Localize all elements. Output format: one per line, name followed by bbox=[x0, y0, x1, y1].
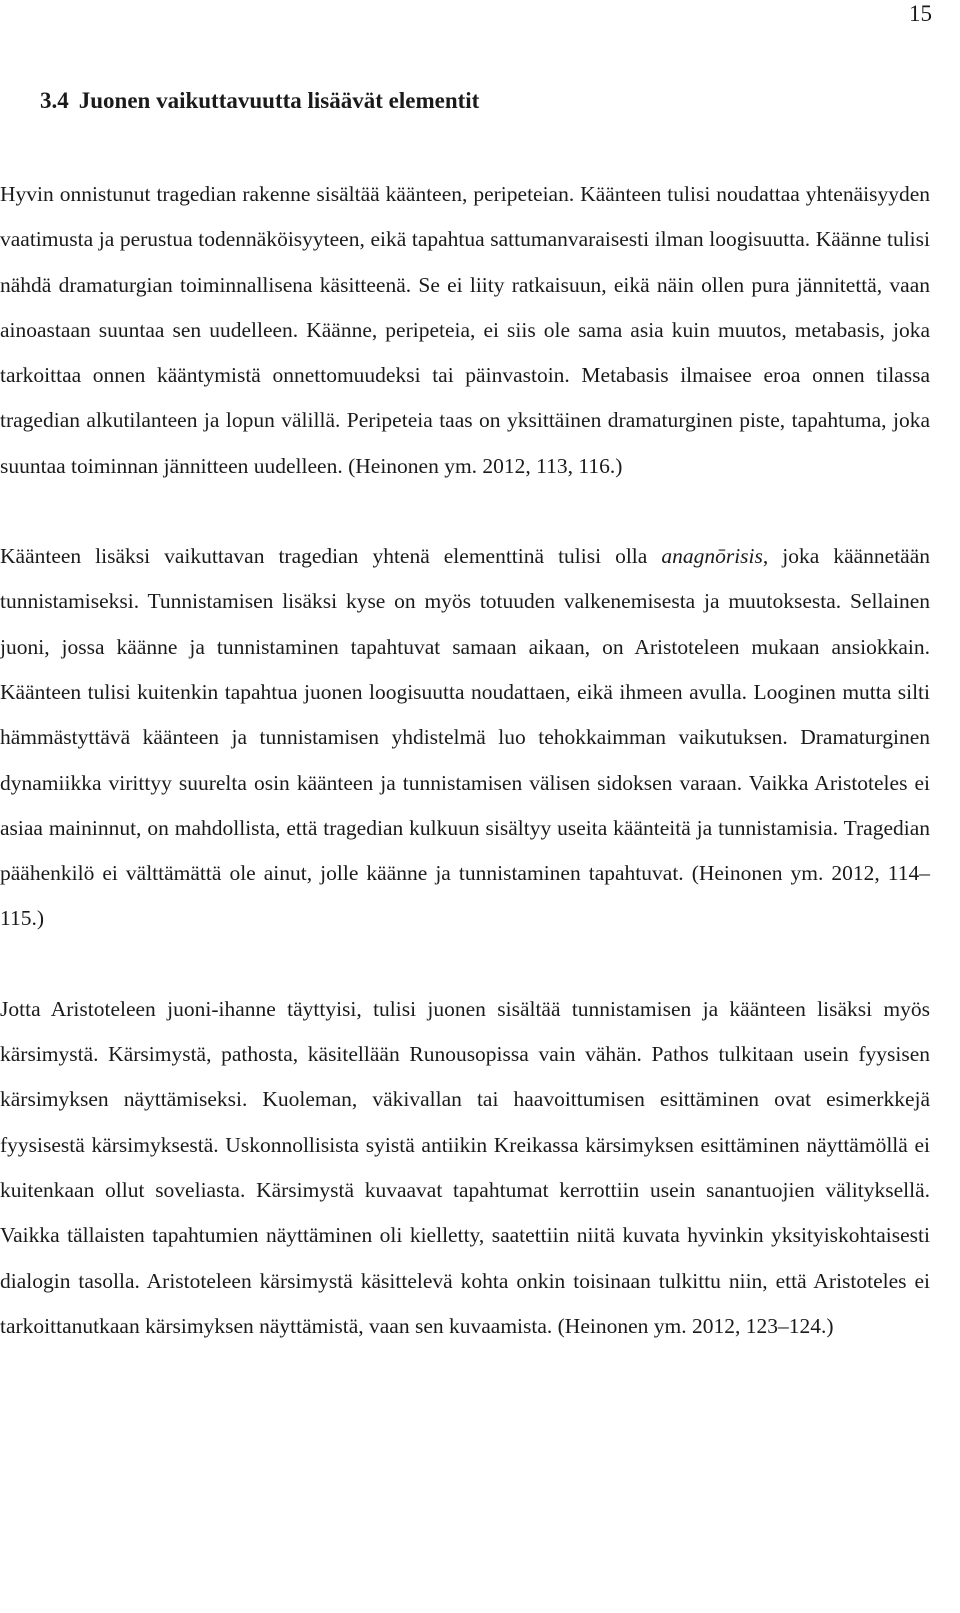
paragraph-text-end: , joka käännetään tunnistamiseksi. Tunnistamisen lisäksi kyse on myös totuuden valkenemisesta ja muutoksesta. Sellainen juoni, jossa käänne ja tunnistaminen tapahtuvat samaan aikaan, on Aristoteleen mukaan ansiokkain. Käänteen tulisi kuitenkin tapahtua juonen loogisuutta noudattaen, eikä ihmeen avulla. Looginen mutta silti hämmästyttävä käänteen ja tunnistamisen yhdistelmä luo tehokkaimman vaikutuksen. Dramaturginen dynamiikka virittyy suurelta osin käänteen ja tunnistamisen välisen sidoksen varaan. Vaikka Aristoteles ei asiaa maininnut, on mahdollista, että tragedian kulkuun sisältyy useita käänteitä ja tunnistamisia. Tragedian päähenkilö ei välttämättä ole ainut, jolle käänne ja tunnistaminen tapahtuvat. (Heinonen ym. 2012, 114–115.) bbox=[0, 544, 931, 931]
paragraph-pathos: Jotta Aristoteleen juoni-ihanne täyttyisi, tulisi juonen sisältää tunnistamisen ja käänteen lisäksi myös kärsimystä. Kärsimystä, pathosta, käsitellään Runousopissa vain vähän. Pathos tulkitaan usein fyysisen kärsimyksen näyttämiseksi. Kuoleman, väkivallan tai haavoittumisen esittäminen ovat esimerkkejä fyysisestä kärsimyksestä. Uskonnollisista syistä antiikin Kreikassa kärsimyksen esittäminen näyttämöllä ei kuitenkaan ollut soveliasta. Kärsimystä kuvaavat tapahtumat kerrottiin usein sanantuojien välityksellä. Vaikka tällaisten tapahtumien näyttäminen oli kielletty, saatettiin niitä kuvata hyvinkin yksityiskohtaisesti dialogin tasolla. Aristoteleen kärsimystä käsittelevä kohta onkin toisinaan tulkittu niin, että Aristoteles ei tarkoittanutkaan kärsimyksen näyttämistä, vaan sen kuvaamista. (Heinonen ym. 2012, 123–124.) bbox=[0, 996, 930, 1338]
body-text bbox=[0, 172, 930, 1349]
section-title: Juonen vaikuttavuutta lisäävät elementit bbox=[78, 88, 480, 113]
page-number: 15 bbox=[909, 1, 932, 26]
section-number: 3.4 bbox=[40, 88, 69, 113]
paragraph-peripeteia: Hyvin onnistunut tragedian rakenne sisältää käänteen, peripeteian. Käänteen tulisi noudattaa yhtenäisyyden vaatimusta ja perustua todennäköisyyteen, eikä tapahtua sattumanvaraisesti ilman loogisuutta. Käänne tulisi nähdä dramaturgian toiminnallisena käsitteenä. Se ei liity ratkaisuun, eikä näin ollen pura jännitettä, vaan ainoastaan suuntaa sen uudelleen. Käänne, peripeteia, ei siis ole sama asia kuin muutos, metabasis, joka tarkoittaa onnen kääntymistä onnettomuudeksi tai päinvastoin. Metabasis ilmaisee eroa onnen tilassa tragedian alkutilanteen ja lopun välillä. Peripeteia taas on yksittäinen dramaturginen piste, tapahtuma, joka suuntaa toiminnan jännitteen uudelleen. (Heinonen ym. 2012, 113, 116.) bbox=[0, 182, 930, 478]
section-heading bbox=[40, 86, 479, 116]
paragraph-anagnorisis bbox=[0, 534, 930, 942]
italic-term: anagnōrisis bbox=[661, 544, 763, 569]
paragraph-text-start: Käänteen lisäksi vaikuttavan tragedian yhtenä elementtinä tulisi olla bbox=[0, 544, 662, 569]
